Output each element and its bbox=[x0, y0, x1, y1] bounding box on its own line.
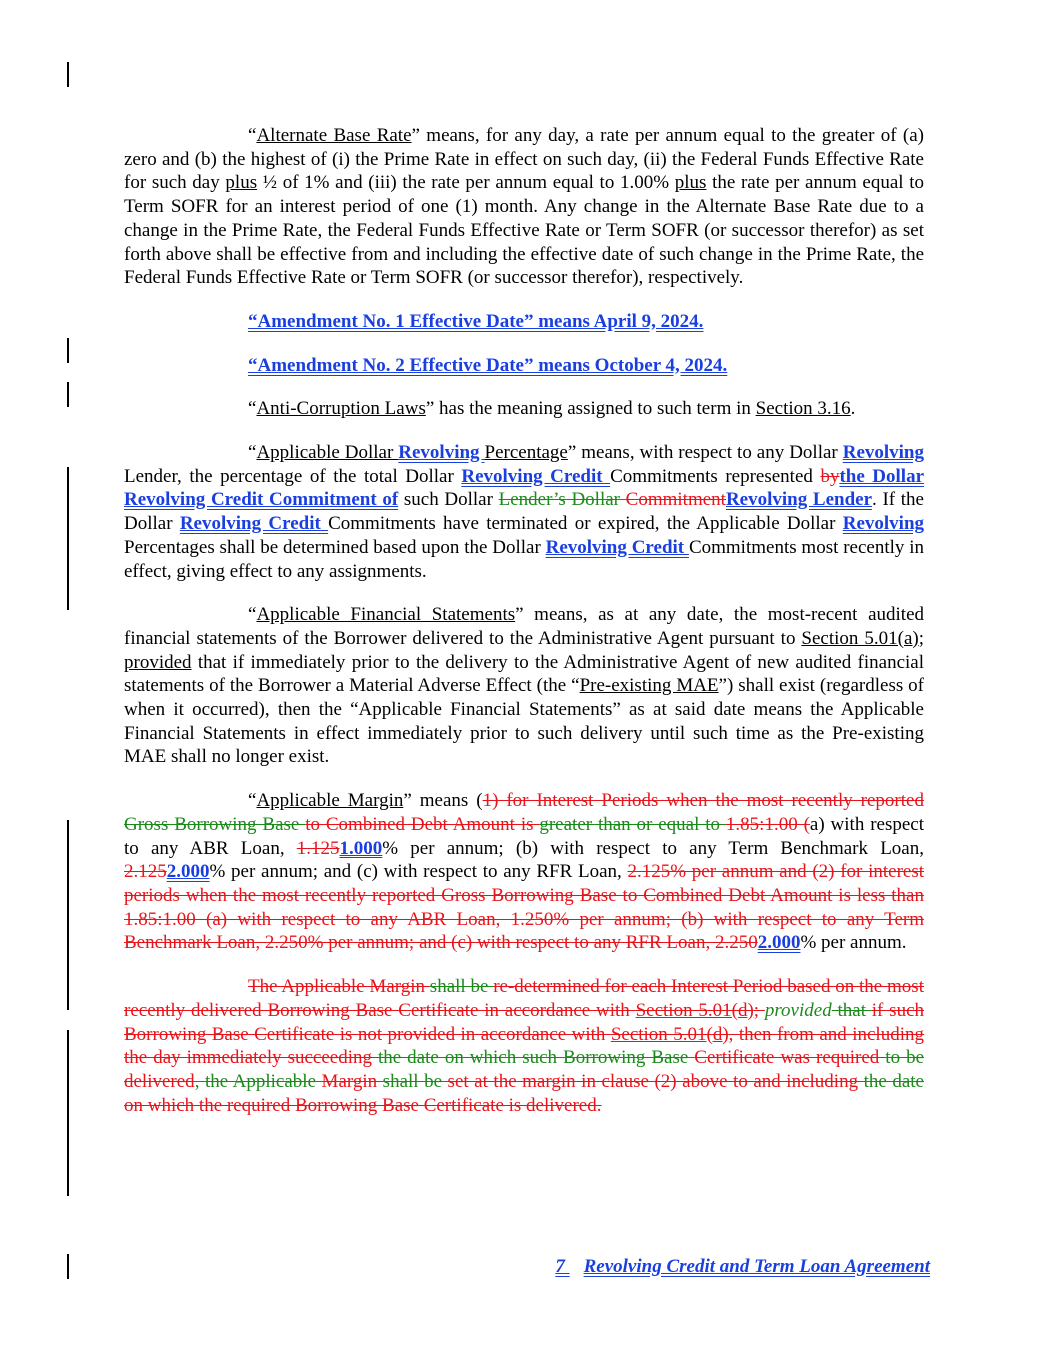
underlined-term: provided bbox=[124, 651, 192, 673]
inserted-text: Revolving bbox=[398, 442, 485, 464]
underlined-term: Section 5.01(a) bbox=[801, 627, 919, 649]
change-bar bbox=[67, 338, 69, 363]
text-run: . bbox=[850, 398, 856, 420]
moved-deleted-text: that bbox=[831, 999, 872, 1021]
moved-italic-text: provided bbox=[764, 999, 832, 1021]
inserted-text: the Dollar Revolving Credit Commitment of bbox=[124, 465, 925, 511]
text-run: % per annum; and (c) with respect to any RFR Loan, bbox=[209, 861, 628, 883]
inserted-text: 1.000 bbox=[339, 837, 383, 859]
deleted-text: 2.125% per annum and (2) for interest periods when the most recently reported Gross Borrowing Base to Combined Debt Amount is less than 1.85:1.00 (a) with respect to any ABR Loan, 1.250% per annum; (b) with respect to any Term Benchmark Loan, 2.250% per annum; and (c) with respect to any RFR Loan, 2.250 bbox=[124, 861, 925, 954]
underlined-term: Pre-existing MAE bbox=[579, 675, 719, 697]
text-run: a) with respect to any ABR Loan, bbox=[124, 813, 924, 859]
text-run: the rate per annum equal to Term SOFR for an interest period of one (1) month. Any change in the Alternate Base Rate due to a change in the Prime Rate, the Federal Funds Effective Rate or Term SOFR (or successor therefor) as set forth above shall be effective from and including the effective date of such change in the Prime Rate, the Federal Funds Effective Rate or Term SOFR (or successor therefor), respectively. bbox=[124, 172, 924, 289]
text-run: “ bbox=[248, 790, 257, 812]
text-run: Commitments represented bbox=[610, 465, 821, 487]
inserted-text: 2.000 bbox=[757, 932, 801, 954]
deleted-text: by bbox=[820, 465, 840, 487]
text-run: ; bbox=[918, 627, 925, 649]
moved-deleted-text: the date bbox=[863, 1070, 924, 1092]
deleted-text: Margin bbox=[321, 1070, 383, 1092]
deleted-text: ; bbox=[753, 999, 765, 1021]
underlined-term: Applicable Margin bbox=[256, 790, 404, 812]
deleted-text: Certificate was required bbox=[694, 1047, 886, 1069]
text-run: Percentages shall be determined based upon the Dollar bbox=[124, 536, 546, 558]
deleted-text: if such Borrowing Base Certificate is not provided in accordance with bbox=[124, 999, 925, 1045]
text-run: ” means, with respect to any Dollar bbox=[567, 442, 843, 464]
text-run: ” means, for any day, a rate per annum equal to the greater of (a) zero and (b) the highest of (i) the Prime Rate in effect on such day, (ii) the Federal Funds Effective Rate for such day bbox=[124, 125, 925, 194]
text-run: Commitments most recently in effect, giving effect to any assignments. bbox=[124, 536, 924, 582]
underlined-term: Applicable Financial Statements bbox=[256, 604, 516, 626]
underlined-term: Applicable Dollar bbox=[256, 442, 399, 464]
text-run: ”) shall exist (regardless of when it occurred), then the “Applicable Financial Statements” as at said date means the Applicable Financial Statements in effect immediately prior to such delivery until such time as the Pre-existing MAE shall no longer exist. bbox=[124, 675, 924, 768]
deleted-text: 1) for Interest Periods when the most recently reported bbox=[482, 790, 924, 812]
deleted-text: delivered bbox=[124, 1070, 195, 1092]
deleted-text: 1.85:1.00 ( bbox=[725, 813, 810, 835]
text-run: that if immediately prior to the delivery to the Administrative Agent of new audited financial statements of the Borrower a Material Adverse Effect (the “ bbox=[124, 651, 924, 697]
inserted-text: Revolving bbox=[842, 513, 925, 535]
text-run: Lender, the percentage of the total Dollar bbox=[124, 465, 462, 487]
inserted-text: “Amendment No. 2 Effective Date” means October 4, 2024. bbox=[248, 354, 728, 376]
text-run: % per annum. bbox=[800, 932, 907, 954]
text-run: Commitments have terminated or expired, the Applicable Dollar bbox=[328, 513, 843, 535]
inserted-text: Revolving Lender bbox=[725, 489, 873, 511]
deleted-text: 1.125 bbox=[296, 837, 340, 859]
moved-deleted-text: Gross Borrowing Base bbox=[124, 813, 306, 835]
deleted-text: set at the margin in clause (2) above to and including bbox=[447, 1070, 864, 1092]
underlined-term: Section 3.16 bbox=[755, 398, 851, 420]
text-run: “ bbox=[248, 125, 257, 146]
inserted-text: Revolving bbox=[842, 442, 924, 464]
definition-paragraph bbox=[124, 789, 924, 955]
document-body bbox=[124, 124, 924, 1137]
deleted-text: to Combined Debt Amount is bbox=[305, 813, 540, 835]
moved-deleted-text: to be bbox=[885, 1047, 924, 1069]
text-run: % per annum; (b) with respect to any Term Benchmark Loan, bbox=[382, 837, 924, 859]
moved-deleted-text: shall be bbox=[382, 1070, 448, 1092]
text-run: . If the Dollar bbox=[124, 489, 924, 535]
text-run: ½ of 1% and (iii) the rate per annum equal to 1.00% bbox=[257, 172, 675, 194]
inserted-text: 2.000 bbox=[166, 861, 210, 883]
moved-deleted-text: , the Applicable bbox=[194, 1070, 322, 1092]
change-bar bbox=[67, 1254, 69, 1279]
moved-deleted-text: the date on which such Borrowing Base bbox=[377, 1047, 695, 1069]
text-run: ” means, as at any date, the most-recent audited financial statements of the Borrower delivered to the Administrative Agent pursuant to bbox=[124, 604, 924, 649]
underlined-term: Percentage bbox=[484, 442, 568, 464]
underlined-term: plus bbox=[225, 172, 258, 194]
text-run: ” means ( bbox=[403, 790, 483, 812]
definition-paragraph bbox=[124, 397, 924, 421]
deleted-text: 2.125 bbox=[124, 861, 167, 883]
deleted-text: re-determined for each Interest Period based on the most recently delivered Borrowing Base Certificate in accordance with bbox=[124, 976, 924, 1021]
underlined-term: Alternate Base Rate bbox=[256, 125, 412, 146]
definition-paragraph bbox=[124, 441, 924, 583]
definition-paragraph bbox=[124, 975, 924, 1117]
deleted-text: Commitment bbox=[625, 489, 726, 511]
inserted-text: “Amendment No. 1 Effective Date” means April 9, 2024. bbox=[248, 310, 704, 332]
moved-deleted-text: Lender’s Dollar bbox=[498, 489, 626, 511]
definition-paragraph bbox=[124, 124, 924, 290]
change-bar bbox=[67, 820, 69, 1010]
deleted-text: , then from and including the day immediately succeeding bbox=[124, 1023, 924, 1069]
text-run: “ bbox=[248, 442, 257, 464]
change-bar bbox=[67, 467, 69, 610]
text-run: such Dollar bbox=[398, 489, 499, 511]
underlined-term: Anti-Corruption Laws bbox=[256, 398, 426, 420]
text-run: “ bbox=[248, 398, 257, 420]
inserted-text: Revolving Credit bbox=[179, 513, 329, 535]
definition-paragraph bbox=[124, 354, 924, 378]
text-run: “ bbox=[248, 604, 257, 626]
change-bar bbox=[67, 382, 69, 407]
moved-deleted-text: shall be bbox=[429, 976, 494, 998]
deleted-reference: Section 5.01(d) bbox=[635, 999, 754, 1021]
change-bar bbox=[67, 62, 69, 87]
underlined-term: plus bbox=[674, 172, 707, 194]
inserted-text: Revolving Credit bbox=[461, 465, 611, 487]
deleted-text: on which the required Borrowing Base Certificate is delivered. bbox=[124, 1094, 602, 1116]
moved-deleted-text: greater than or equal to bbox=[539, 813, 726, 835]
definition-paragraph bbox=[124, 603, 924, 769]
page-number: 7 bbox=[555, 1256, 565, 1277]
definition-paragraph bbox=[124, 310, 924, 334]
inserted-text: Revolving Credit bbox=[545, 536, 689, 558]
document-title: Revolving Credit and Term Loan Agreement bbox=[583, 1256, 930, 1277]
text-run: ” has the meaning assigned to such term in bbox=[425, 398, 756, 420]
deleted-reference: Section 5.01(d) bbox=[610, 1023, 729, 1045]
change-bar bbox=[67, 1030, 69, 1196]
deleted-text: The Applicable Margin bbox=[248, 976, 430, 998]
page-footer bbox=[541, 1256, 930, 1278]
